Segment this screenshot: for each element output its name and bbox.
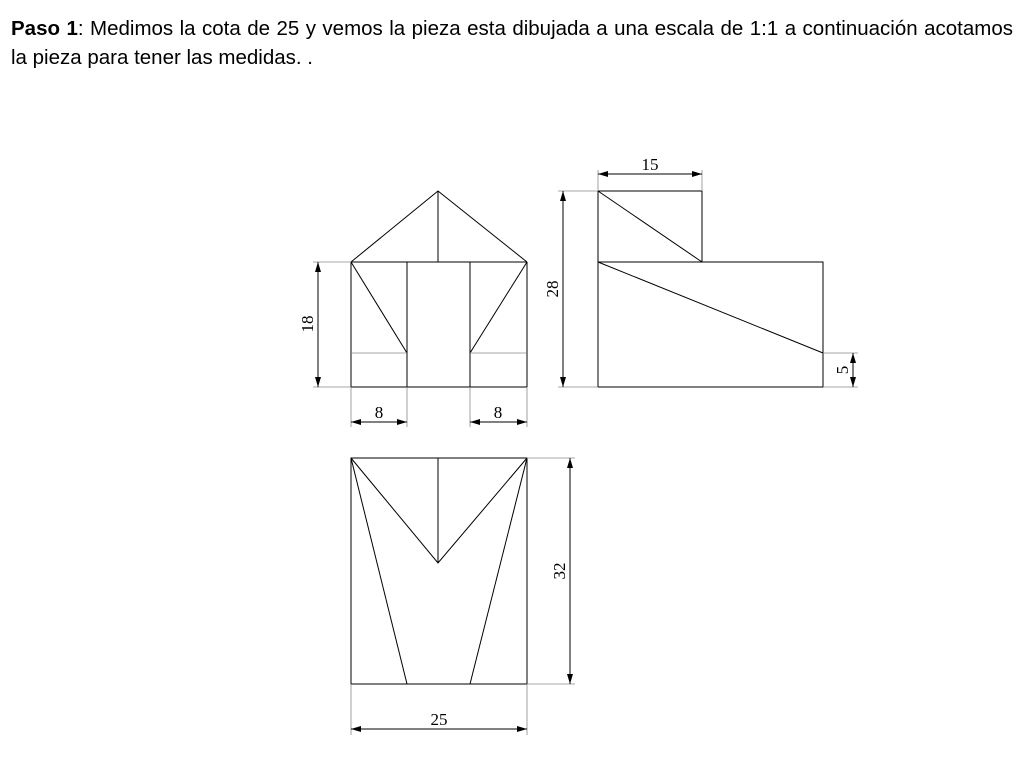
dim-25-arrow-right bbox=[517, 726, 527, 732]
dim-8r-arrow-left bbox=[470, 419, 480, 425]
dim-18-arrow-top bbox=[315, 262, 321, 272]
dim-25-label: 25 bbox=[430, 710, 448, 729]
dim-8r-arrow-right bbox=[517, 419, 527, 425]
dim-25-arrow-left bbox=[351, 726, 361, 732]
instruction-text: : Medimos la cota de 25 y vemos la pieza esta dibujada a una escala de 1:1 a continuación acotamos la pieza para tener las medidas. . bbox=[11, 17, 1013, 69]
dim-8l-arrow-left bbox=[351, 419, 361, 425]
dim-28-arrow-top bbox=[560, 191, 566, 201]
dim-8l-label: 8 bbox=[374, 403, 384, 422]
dim-28-arrow-bottom bbox=[560, 377, 566, 387]
dim-5-label: 5 bbox=[833, 365, 852, 375]
dim-15-arrow-left bbox=[598, 171, 608, 177]
side-outline bbox=[598, 191, 823, 387]
dim-8r-label: 8 bbox=[493, 403, 503, 422]
dim-32-label: 32 bbox=[550, 562, 569, 580]
front-view bbox=[298, 191, 527, 427]
dim-32-arrow-bottom bbox=[567, 674, 573, 684]
front-roof bbox=[351, 191, 527, 262]
top-v-shape bbox=[351, 458, 527, 563]
top-view bbox=[351, 458, 575, 735]
dim-5-arrow-top bbox=[850, 353, 856, 363]
side-lower-diagonal bbox=[598, 262, 823, 353]
front-left-diagonal bbox=[351, 262, 407, 353]
dim-28-label: 28 bbox=[543, 280, 562, 298]
dim-18-arrow-bottom bbox=[315, 377, 321, 387]
dim-32-arrow-top bbox=[567, 458, 573, 468]
front-right-diagonal bbox=[470, 262, 527, 353]
dim-18-label: 18 bbox=[298, 315, 317, 333]
top-outline bbox=[351, 458, 527, 684]
dim-15-label: 15 bbox=[641, 155, 659, 174]
dim-5-arrow-bottom bbox=[850, 377, 856, 387]
side-upper-diagonal bbox=[598, 191, 702, 262]
dim-8l-arrow-right bbox=[397, 419, 407, 425]
side-view bbox=[543, 155, 858, 387]
dim-15-arrow-right bbox=[692, 171, 702, 177]
step-label: Paso 1 bbox=[11, 17, 78, 40]
